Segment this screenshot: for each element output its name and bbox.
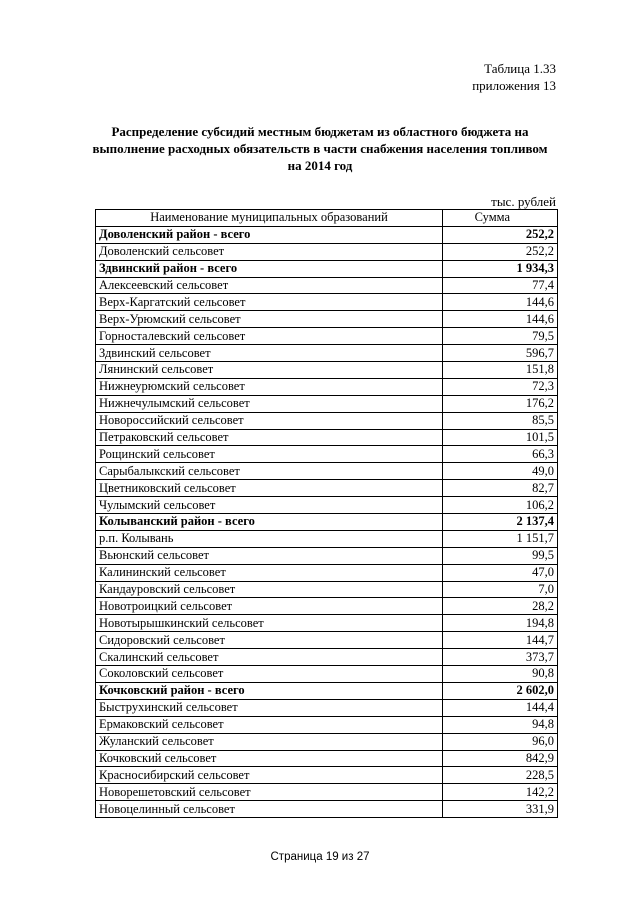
row-sum: 373,7 (443, 649, 558, 666)
row-name: Жуланский сельсовет (96, 733, 443, 750)
row-sum: 2 602,0 (443, 682, 558, 699)
district-total-row (96, 260, 558, 277)
row-name: Лянинский сельсовет (96, 362, 443, 379)
table-row (96, 446, 558, 463)
table-row (96, 784, 558, 801)
table-row (96, 277, 558, 294)
row-name: Быструхинский сельсовет (96, 699, 443, 716)
row-name: Новотырышкинский сельсовет (96, 615, 443, 632)
table-row (96, 412, 558, 429)
row-name: Ермаковский сельсовет (96, 716, 443, 733)
row-sum: 144,6 (443, 311, 558, 328)
row-name: Колыванский район - всего (96, 514, 443, 531)
row-name: Верх-Каргатский сельсовет (96, 294, 443, 311)
table-row (96, 716, 558, 733)
table-number: Таблица 1.33 (484, 61, 556, 76)
title-line-3: на 2014 год (287, 158, 353, 173)
subsidy-table (95, 209, 558, 818)
table-body (96, 226, 558, 817)
row-name: Новоцелинный сельсовет (96, 801, 443, 818)
row-name: Новорешетовский сельсовет (96, 784, 443, 801)
appendix-reference: приложения 13 (472, 78, 556, 93)
row-sum: 252,2 (443, 226, 558, 243)
row-name: Здвинский сельсовет (96, 345, 443, 362)
table-row (96, 429, 558, 446)
table-row (96, 243, 558, 260)
table-row (96, 699, 558, 716)
table-row (96, 666, 558, 683)
row-name: Калининский сельсовет (96, 564, 443, 581)
row-name: р.п. Колывань (96, 530, 443, 547)
table-row (96, 733, 558, 750)
table-row (96, 345, 558, 362)
row-name: Доволенский район - всего (96, 226, 443, 243)
row-sum: 144,4 (443, 699, 558, 716)
row-sum: 228,5 (443, 767, 558, 784)
title-line-2: выполнение расходных обязательств в части снабжения населения топливом (92, 141, 548, 156)
row-sum: 151,8 (443, 362, 558, 379)
row-name: Соколовский сельсовет (96, 666, 443, 683)
header-name: Наименование муниципальных образований (96, 210, 443, 227)
row-name: Скалинский сельсовет (96, 649, 443, 666)
row-name: Петраковский сельсовет (96, 429, 443, 446)
row-sum: 79,5 (443, 328, 558, 345)
row-name: Кочковский район - всего (96, 682, 443, 699)
row-name: Сидоровский сельсовет (96, 632, 443, 649)
row-sum: 47,0 (443, 564, 558, 581)
row-name: Чулымский сельсовет (96, 497, 443, 514)
row-sum: 96,0 (443, 733, 558, 750)
row-name: Горносталевский сельсовет (96, 328, 443, 345)
table-row (96, 581, 558, 598)
table-row (96, 395, 558, 412)
table-row (96, 547, 558, 564)
table-row (96, 378, 558, 395)
row-name: Доволенский сельсовет (96, 243, 443, 260)
row-sum: 101,5 (443, 429, 558, 446)
row-name: Сарыбалыкский сельсовет (96, 463, 443, 480)
row-sum: 77,4 (443, 277, 558, 294)
row-sum: 596,7 (443, 345, 558, 362)
district-total-row (96, 514, 558, 531)
row-sum: 94,8 (443, 716, 558, 733)
row-sum: 842,9 (443, 750, 558, 767)
row-sum: 106,2 (443, 497, 558, 514)
table-caption (472, 60, 556, 94)
row-name: Нижнечулымский сельсовет (96, 395, 443, 412)
row-name: Новороссийский сельсовет (96, 412, 443, 429)
row-sum: 28,2 (443, 598, 558, 615)
row-sum: 72,3 (443, 378, 558, 395)
page-footer: Страница 19 из 27 (270, 851, 370, 863)
row-sum: 49,0 (443, 463, 558, 480)
table-row (96, 463, 558, 480)
title-line-1: Распределение субсидий местным бюджетам из областного бюджета на (111, 124, 529, 139)
units-label: тыс. рублей (491, 194, 556, 209)
row-sum: 82,7 (443, 480, 558, 497)
table-row (96, 530, 558, 547)
row-name: Кандауровский сельсовет (96, 581, 443, 598)
row-sum: 90,8 (443, 666, 558, 683)
table-row (96, 564, 558, 581)
table-row (96, 649, 558, 666)
row-name: Верх-Урюмский сельсовет (96, 311, 443, 328)
row-sum: 144,7 (443, 632, 558, 649)
table-row (96, 480, 558, 497)
row-sum: 176,2 (443, 395, 558, 412)
row-name: Рощинский сельсовет (96, 446, 443, 463)
row-sum: 2 137,4 (443, 514, 558, 531)
row-name: Вьюнский сельсовет (96, 547, 443, 564)
table-row (96, 598, 558, 615)
row-name: Кочковский сельсовет (96, 750, 443, 767)
row-name: Здвинский район - всего (96, 260, 443, 277)
table-row (96, 801, 558, 818)
row-name: Алексеевский сельсовет (96, 277, 443, 294)
table-row (96, 767, 558, 784)
row-sum: 194,8 (443, 615, 558, 632)
row-sum: 331,9 (443, 801, 558, 818)
row-sum: 7,0 (443, 581, 558, 598)
row-name: Цветниковский сельсовет (96, 480, 443, 497)
table-row (96, 294, 558, 311)
table-row (96, 311, 558, 328)
header-sum: Сумма (443, 210, 558, 227)
table-row (96, 750, 558, 767)
table-row (96, 328, 558, 345)
table-row (96, 632, 558, 649)
row-sum: 142,2 (443, 784, 558, 801)
district-total-row (96, 682, 558, 699)
row-sum: 1 934,3 (443, 260, 558, 277)
row-sum: 85,5 (443, 412, 558, 429)
table-header-row (96, 210, 558, 227)
row-sum: 144,6 (443, 294, 558, 311)
document-title (60, 123, 580, 174)
row-sum: 1 151,7 (443, 530, 558, 547)
table-row (96, 497, 558, 514)
row-name: Новотроицкий сельсовет (96, 598, 443, 615)
row-sum: 252,2 (443, 243, 558, 260)
district-total-row (96, 226, 558, 243)
table-row (96, 615, 558, 632)
row-name: Красносибирский сельсовет (96, 767, 443, 784)
row-name: Нижнеурюмский сельсовет (96, 378, 443, 395)
row-sum: 99,5 (443, 547, 558, 564)
row-sum: 66,3 (443, 446, 558, 463)
table-row (96, 362, 558, 379)
